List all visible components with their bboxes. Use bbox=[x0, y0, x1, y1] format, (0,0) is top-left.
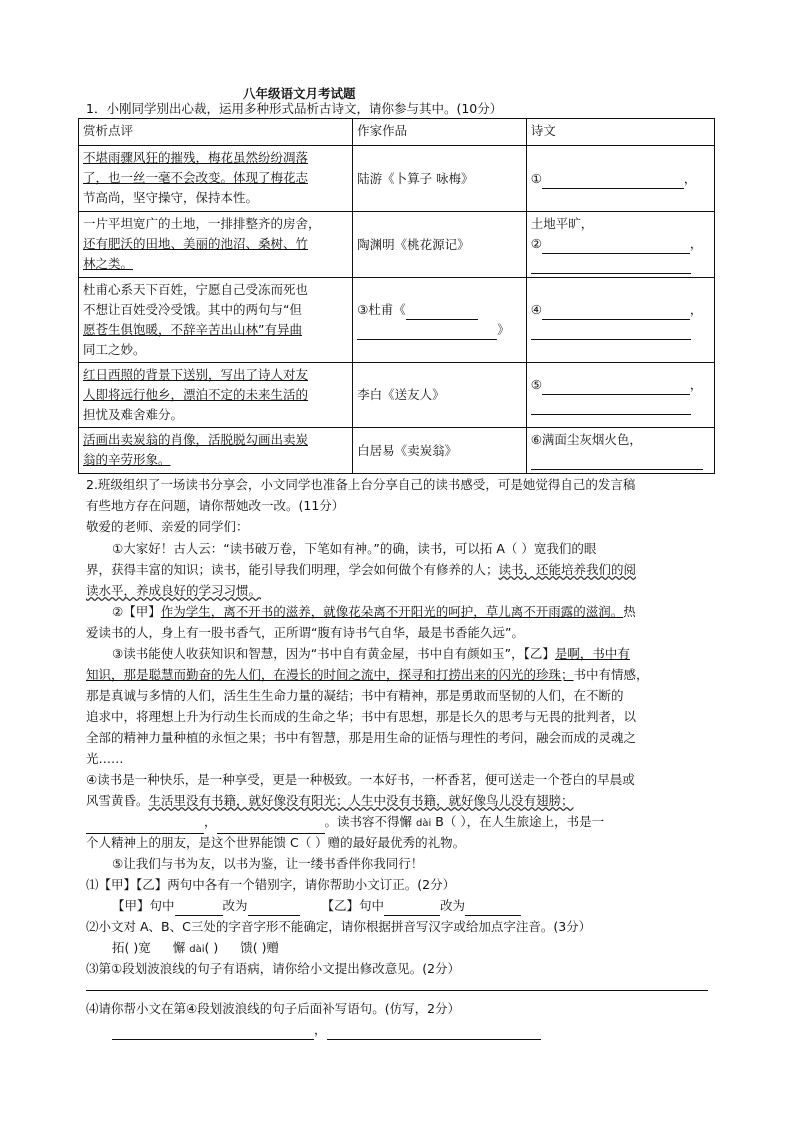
critique-text: 翁的辛劳形象。 bbox=[83, 452, 171, 467]
critique-cell bbox=[79, 363, 353, 428]
author-cell: 白居易《卖炭翁》 bbox=[353, 428, 527, 474]
poem-cell bbox=[526, 212, 714, 278]
punct: ， bbox=[689, 302, 703, 317]
author-cell: 陶渊明《桃花源记》 bbox=[353, 212, 527, 278]
para1-line2 bbox=[86, 559, 636, 580]
critique-text: 还有肥沃的田地、美丽的池沼、桑树、竹 bbox=[83, 236, 309, 251]
answer-s4-a[interactable] bbox=[112, 1025, 314, 1040]
para1-line3 bbox=[86, 580, 261, 601]
poem-line: ⑥满面尘灰烟火色， bbox=[530, 432, 642, 447]
punct: ， bbox=[689, 236, 703, 251]
poem-cell bbox=[526, 278, 714, 363]
blank-number: ⑤ bbox=[530, 377, 542, 392]
blank-number: ④ bbox=[530, 302, 542, 317]
answer-blank-3b[interactable] bbox=[357, 325, 497, 340]
table-row bbox=[79, 363, 715, 428]
para3-line3: 那是真诚与多情的人们，活生生生命力量的凝结；书中有精神，那是勇敢而坚韧的人们，在不断的 bbox=[86, 688, 624, 703]
text: 【乙】句中 bbox=[321, 898, 385, 913]
text: 书中有情感， bbox=[573, 667, 649, 682]
answer-blank-5b[interactable] bbox=[531, 400, 691, 415]
text: 懈 bbox=[172, 940, 186, 955]
subq3-answer-line[interactable] bbox=[86, 990, 708, 991]
para3-line6: 光…… bbox=[86, 751, 124, 766]
underlined-text: 作为学生，离不开书的滋养，就像花朵离不开阳光的呵护，草儿离不开雨露的滋润。 bbox=[160, 604, 624, 619]
text: 拓( )宽 bbox=[112, 940, 151, 955]
text: ③读书能使人收获知识和智慧，因为“书中自有黄金屋，书中自有颜如玉”，【乙】 bbox=[112, 646, 555, 661]
subq1-answer bbox=[112, 895, 521, 916]
critique-text: 活画出卖炭翁的肖像，活脱脱勾画出卖炭 bbox=[83, 432, 309, 447]
para4-line3 bbox=[86, 811, 604, 834]
blank-number: ① bbox=[530, 170, 542, 186]
author-text: ③杜甫《 bbox=[357, 302, 406, 317]
punct: 》 bbox=[497, 322, 510, 337]
label: ②【甲】 bbox=[112, 604, 161, 619]
critique-text: 人即将远行他乡，漂泊不定的未来生活的 bbox=[83, 387, 309, 402]
answer-blank-6[interactable] bbox=[531, 455, 703, 470]
critique-text: 不堪雨骤风狂的摧残，梅花虽然纷纷凋落 bbox=[83, 150, 309, 165]
punct: ， bbox=[683, 170, 697, 186]
subq4: ⑷请你帮小文在第④段划波浪线的句子后面补写语句。(仿写，2分） bbox=[86, 1001, 461, 1016]
answer-yi-right[interactable] bbox=[465, 901, 521, 916]
para2-line2: 爱读书的人，身上有一股书香气，正所谓“腹有诗书气自华，最是书香能久远”。 bbox=[86, 625, 524, 640]
critique-cell bbox=[79, 146, 353, 212]
answer-jia-right[interactable] bbox=[248, 901, 300, 916]
poem-cell bbox=[526, 146, 714, 212]
wavy-text: 读书，还能培养我们的阅 bbox=[498, 562, 637, 577]
answer-blank-5[interactable] bbox=[542, 380, 690, 395]
header-cell: 作家作品 bbox=[353, 119, 527, 146]
table-row bbox=[79, 428, 715, 474]
subq4-answer bbox=[112, 1019, 541, 1040]
author-cell: 李白《送友人》 bbox=[353, 363, 527, 428]
subq2: ⑵小文对 A、B、C三处的字音字形不能确定，请你根据拼音写汉字或给加点字注音。(3分） bbox=[86, 919, 592, 934]
author-cell: 陆游《卜算子 咏梅》 bbox=[353, 146, 527, 212]
para3-line1 bbox=[112, 643, 630, 664]
table-row bbox=[79, 146, 715, 212]
text: 改为 bbox=[440, 898, 466, 913]
para4-line1: ④读书是一种快乐，是一种享受，更是一种极致。一本好书，一杯香茗，便可送走一个苍白的早晨或 bbox=[86, 772, 635, 787]
answer-yi-wrong[interactable] bbox=[384, 901, 440, 916]
para2-line1 bbox=[112, 601, 636, 622]
critique-cell bbox=[79, 212, 353, 278]
para1-line1: ①大家好！古人云：“读书破万卷，下笔如有神。”的确，读书，可以拓 A（ ）宽我们的眼 bbox=[112, 541, 597, 556]
q1-table bbox=[78, 118, 715, 474]
q2-intro-line1: 2.班级组织了一场读书分享会，小文同学也准备上台分享自己的读书感受，可是她觉得自己的发言稿 bbox=[86, 477, 636, 492]
para3-line5: 全部的精神力量种植的永恒之果；书中有智慧，那是用生命的证悟与理性的考问，融会而成的灵魂之 bbox=[86, 730, 637, 745]
critique-text: 不想让百姓受冷受饿。其中的两句与“但 bbox=[83, 302, 302, 317]
page-title: 八年级语文月考试题 bbox=[243, 86, 356, 101]
answer-blank-2b[interactable] bbox=[531, 259, 691, 274]
text: 。读书容不得懈 bbox=[324, 814, 413, 829]
subq3: ⑶第①段划波浪线的句子有语病，请你给小文提出修改意见。(2分） bbox=[86, 961, 461, 976]
text: 【甲】句中 bbox=[112, 898, 175, 913]
speech-greeting: 敬爱的老师、亲爱的同学们： bbox=[86, 519, 249, 534]
table-row bbox=[79, 212, 715, 278]
text: 热 bbox=[623, 604, 636, 619]
critique-text: 红日西照的背景下送别，写出了诗人对友 bbox=[83, 367, 309, 382]
subq1: ⑴【甲】【乙】两句中各有一个错别字，请你帮助小文订正。(2分） bbox=[86, 877, 456, 892]
pinyin: dài bbox=[189, 944, 205, 955]
para3-line4: 追求中，将理想上升为行动生长而成的生命之华；书中有思想，那是长久的思考与无畏的批判者，以 bbox=[86, 709, 637, 724]
author-cell bbox=[353, 278, 527, 363]
critique-cell bbox=[79, 428, 353, 474]
answer-jia-wrong[interactable] bbox=[175, 901, 223, 916]
critique-text: 一片平坦宽广的土地，一排排整齐的房舍， bbox=[83, 216, 321, 231]
answer-blank-2[interactable] bbox=[542, 239, 690, 254]
text: B（ ），在人生旅途上，书是一 bbox=[435, 814, 605, 829]
text: 风雪黄昏。 bbox=[86, 793, 149, 808]
table-row bbox=[79, 278, 715, 363]
text: 界，获得丰富的知识；读书，能引导我们明理，学会如何做个有修养的人； bbox=[86, 562, 499, 577]
punct: ， bbox=[204, 814, 217, 829]
text: 馈( )赠 bbox=[240, 940, 279, 955]
critique-text: 同工之妙。 bbox=[83, 342, 146, 357]
q2-intro-line2: 有些地方存在问题，请你帮她改一改。(11分） bbox=[86, 498, 345, 513]
pinyin: dài bbox=[416, 818, 432, 829]
para4-line2 bbox=[86, 790, 574, 811]
text: ( ) bbox=[204, 940, 219, 955]
subq2-answer bbox=[112, 937, 279, 960]
punct: ， bbox=[689, 377, 703, 392]
answer-blank-4b[interactable] bbox=[531, 325, 691, 340]
critique-cell bbox=[79, 278, 353, 363]
critique-text: 杜甫心系天下百姓，宁愿自己受冻而死也 bbox=[83, 282, 309, 297]
poem-line: 土地平旷， bbox=[530, 216, 594, 231]
wavy-text: 读水平，养成良好的学习习惯。 bbox=[86, 583, 262, 598]
critique-text: 林之类。 bbox=[83, 256, 134, 271]
critique-text: 担忧及难舍难分。 bbox=[83, 407, 184, 422]
underlined-text: 知识，那是聪慧而勤奋的先人们，在漫长的时间之流中，探寻和打捞出来的闪光的珍珠； bbox=[86, 667, 574, 682]
header-cell: 赏析点评 bbox=[79, 119, 353, 146]
answer-blank-1[interactable] bbox=[542, 174, 684, 189]
para3-line2 bbox=[86, 664, 649, 685]
header-cell: 诗文 bbox=[526, 119, 714, 146]
wavy-text: 生活里没有书籍，就好像没有阳光；人生中没有书籍，就好像鸟儿没有翅膀； bbox=[148, 793, 574, 808]
table-header-row bbox=[79, 119, 715, 146]
answer-blank-3a[interactable] bbox=[406, 305, 478, 320]
para4-line4: 个人精神上的朋友，是这个世界能馈 C（ ）赠的最好最优秀的礼物。 bbox=[86, 835, 466, 850]
critique-text: 节高尚，坚守操守，保持本性。 bbox=[83, 190, 259, 205]
punct: ， bbox=[314, 1022, 327, 1037]
poem-cell bbox=[526, 428, 714, 474]
underlined-text: 是啊，书中有 bbox=[554, 646, 630, 661]
answer-blank-4[interactable] bbox=[542, 305, 690, 320]
blank-number: ② bbox=[530, 236, 542, 251]
critique-text: 愿苍生俱饱暖，不辞辛苦出山林”有异曲 bbox=[83, 322, 302, 337]
para5: ⑤让我们与书为友，以书为鉴，让一缕书香伴你我同行！ bbox=[112, 856, 424, 871]
critique-text: 了，也一丝一毫不会改变。体现了梅花志 bbox=[83, 170, 309, 185]
answer-s4-b[interactable] bbox=[327, 1025, 541, 1040]
poem-cell bbox=[526, 363, 714, 428]
text: 改为 bbox=[222, 898, 248, 913]
q1-intro: 1．小刚同学别出心裁，运用多种形式品析古诗文，请你参与其中。(10分） bbox=[86, 101, 503, 116]
